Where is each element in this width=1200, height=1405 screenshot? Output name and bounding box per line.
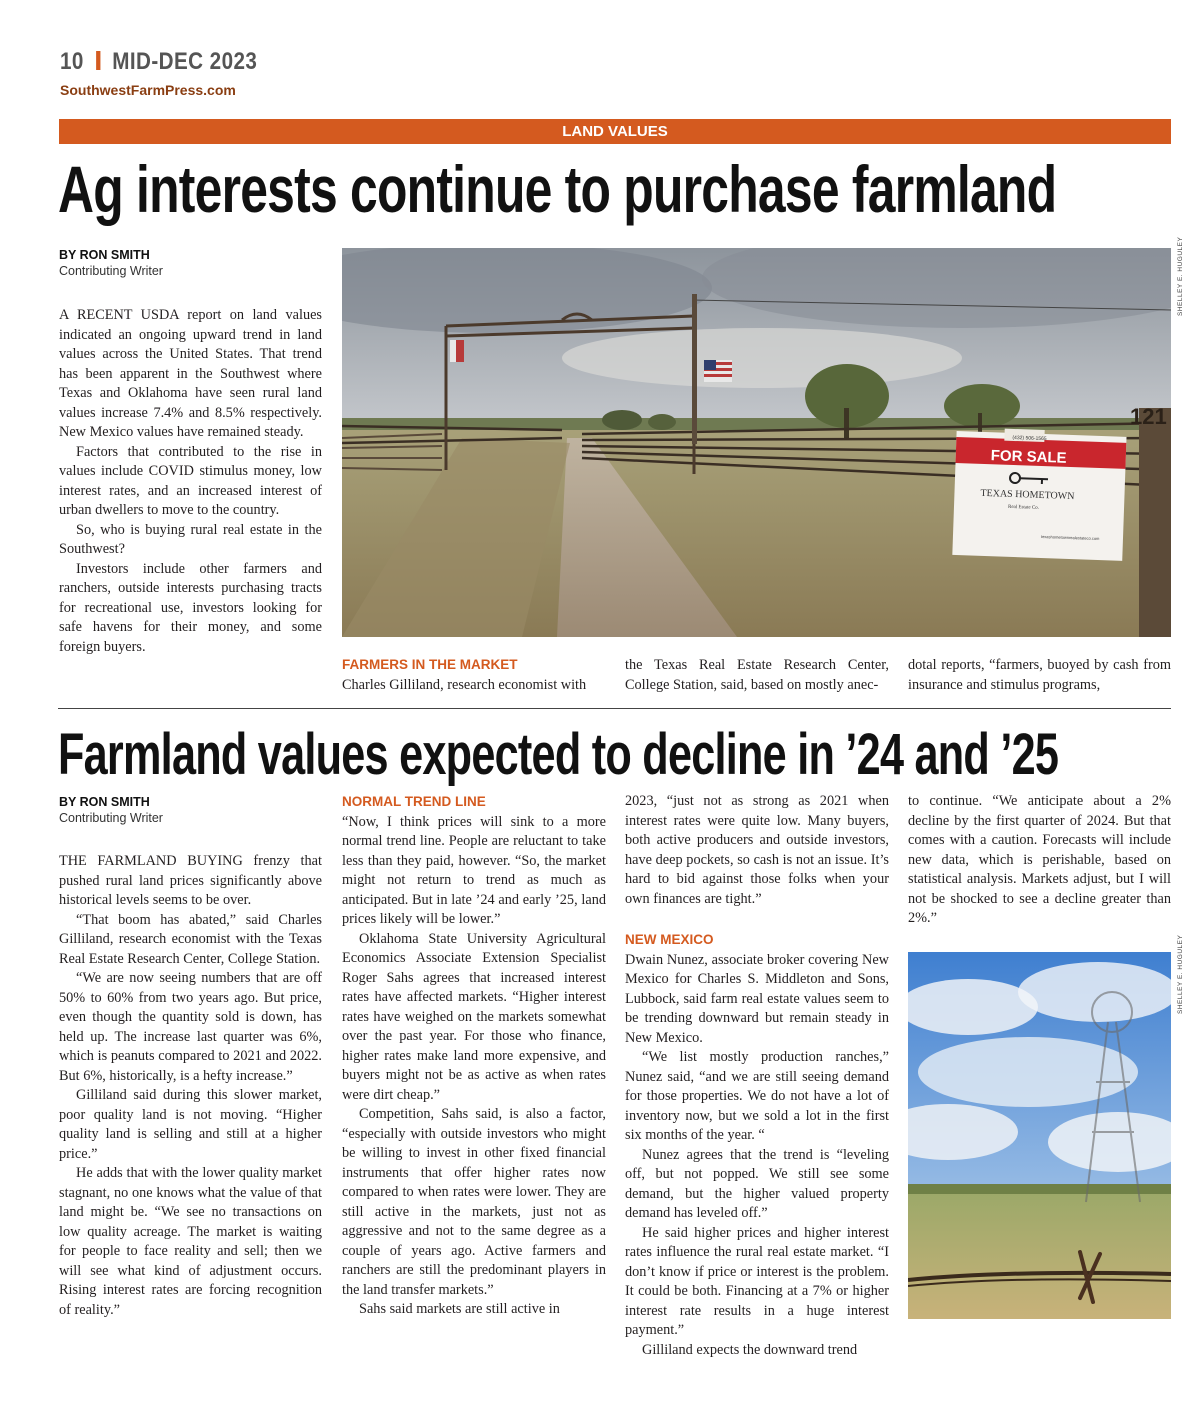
website-link[interactable]: SouthwestFarmPress.com bbox=[60, 82, 236, 98]
paragraph: the Texas Real Estate Research Center, College Station, said, based on mostly anec- bbox=[625, 657, 889, 693]
paragraph: A RECENT USDA report on land values indicated an ongoing upward trend in land values across the United States. That trend has been apparent in the Southwest where Texas and Oklahoma have seen rural land values increase 7.4% and 8.5% respectively. New Mexico values have remained steady. bbox=[59, 307, 322, 440]
paragraph: 2023, “just not as strong as 2021 when interest rates were quite low. Many buyers, both active producers and outside investors, have deep pockets, so cash is not an issue. It’s hard to bid against those folks when your own finances are tight.” bbox=[625, 793, 889, 907]
paragraph: THE FARMLAND BUYING frenzy that pushed rural land prices significantly above historical levels seems to be over. bbox=[59, 853, 322, 908]
paragraph: dotal reports, “farmers, buoyed by cash from insurance and stimulus programs, bbox=[908, 657, 1171, 693]
paragraph: So, who is buying rural real estate in the Southwest? bbox=[59, 521, 322, 557]
article2-col4 bbox=[908, 792, 1171, 929]
sign-company: TEXAS HOMETOWN bbox=[980, 487, 1075, 503]
paragraph: Dwain Nunez, associate broker covering New Mexico for Charles S. Middleton and Sons, Lubbock, said farm real estate values seem to be trending downward but remain steady in New Mexico. bbox=[625, 951, 889, 1046]
article1-col1 bbox=[59, 306, 322, 657]
page-folio bbox=[60, 48, 257, 76]
paragraph: to continue. “We anticipate about a 2% decline by the first quarter of 2024. But that comes with a caution. Forecasts will include new data, which is perishable, based on statistical analysis. Markets adjust, but I will not be shocked to see a decline greater than 2%.” bbox=[908, 793, 1171, 926]
article1-subhead: FARMERS IN THE MARKET bbox=[342, 657, 518, 672]
article1-col2 bbox=[342, 655, 606, 695]
sign-web: texashometownrealestateco.com bbox=[1040, 533, 1100, 542]
paragraph: “We list mostly production ranches,” Nunez said, “and we are still seeing demand for those properties. We do not have a lot of inventory now, but we sold a lot in the first six months of the year. “ bbox=[625, 1049, 889, 1143]
paragraph: “Now, I think prices will sink to a more normal trend line. People are reluctant to take less than they paid, however. “So, the market might not return to trend as much as anticipated. But in late ’24 and early ’25, land prices likely will be lower.” bbox=[342, 813, 606, 927]
page-number: 10 bbox=[60, 48, 84, 75]
paragraph: Charles Gilliland, research economist with bbox=[342, 676, 587, 693]
paragraph: He said higher prices and higher interest rates influence the rural real estate market. “I don’t know if price or interest is the problem. It could be both. Financing at a 7% or higher interest rate results in a huge interest payment.” bbox=[625, 1224, 889, 1338]
article-divider bbox=[58, 708, 1171, 709]
article2-role: Contributing Writer bbox=[59, 811, 163, 825]
article2-col3 bbox=[625, 792, 889, 1360]
paragraph: Investors include other farmers and ranchers, outside interests purchasing tracts for recreational use, investors looking for safe havens for their money, and some foreign buyers. bbox=[59, 560, 322, 655]
section-label: LAND VALUES bbox=[59, 119, 1171, 144]
article1-col4 bbox=[908, 656, 1171, 695]
paragraph: “We are now seeing numbers that are off 50% to 60% from two years ago. But price, even though the quantity sold is down, has held up. The increase last quarter was 6%, which is peanuts compared to 2021 and 2022. But 6%, historically, is a hefty increase.” bbox=[59, 970, 322, 1084]
sign-company-sub: Real Estate Co. bbox=[1007, 504, 1040, 511]
paragraph: Nunez agrees that the trend is “leveling off, but not popped. We still see some demand, but the higher valued property demand has leveled off.” bbox=[625, 1146, 889, 1221]
photo-credit: SHELLEY E. HUGULEY bbox=[1177, 236, 1184, 316]
paragraph: Gilliland said during this slower market, poor quality land is not moving. “Higher quality land is selling and still at a higher price.” bbox=[59, 1087, 322, 1162]
article2-byline-block bbox=[59, 795, 163, 825]
new-mexico-subhead: NEW MEXICO bbox=[625, 932, 714, 947]
article1-headline: Ag interests continue to purchase farmland bbox=[58, 152, 1057, 226]
sign-top-line: (432) 506-1565 bbox=[1012, 434, 1047, 443]
photo-credit: SHELLEY E. HUGULEY bbox=[1177, 934, 1184, 1014]
article2-col2 bbox=[342, 792, 606, 1320]
article1-col3 bbox=[625, 656, 889, 695]
paragraph: Sahs said markets are still active in bbox=[359, 1301, 560, 1317]
paragraph: Factors that contributed to the rise in values include COVID stimulus money, low interest rates, and an increased interest of urban dwellers to move to the country. bbox=[59, 443, 322, 518]
folio-divider bbox=[96, 51, 100, 70]
paragraph: He adds that with the lower quality market stagnant, no one knows what the value of that land might be. “We see no transactions on low quality acreage. The market is waiting for people to face reality and sell; then we will see what kind of adjustment occurs. Rising interest rates are forcing recognition of reality.” bbox=[59, 1165, 322, 1318]
article1-byline-block bbox=[59, 248, 163, 278]
paragraph: “That boom has abated,” said Charles Gilliland, research economist with the Texas Real Estate Research Center, College Station. bbox=[59, 911, 322, 967]
normal-trend-subhead: NORMAL TREND LINE bbox=[342, 794, 486, 809]
article2-headline: Farmland values expected to decline in ’24 and ’25 bbox=[58, 722, 1059, 787]
issue-date: MID-DEC 2023 bbox=[112, 48, 258, 75]
paragraph: Oklahoma State University Agricultural Economics Associate Extension Specialist Roger Sahs agrees that increased interest rates have affected markets. “Higher interest rates have weighed on the markets somewhat over the past year. For those who finance, higher rates make land more expensive, and buyers might not be as active as when rates were dirt cheap.” bbox=[342, 930, 606, 1103]
article2-col1 bbox=[59, 852, 322, 1320]
farm-gate-photo bbox=[342, 248, 1171, 637]
paragraph: Gilliland expects the downward trend bbox=[642, 1341, 858, 1358]
sign-number: 121 bbox=[1130, 404, 1167, 429]
article1-role: Contributing Writer bbox=[59, 264, 163, 278]
sign-headline: FOR SALE bbox=[990, 447, 1067, 467]
article2-byline: BY RON SMITH bbox=[59, 795, 150, 809]
paragraph: Competition, Sahs said, is also a factor, “especially with outside investors who might be willing to invest in other fixed financial instruments that offer higher rates now compared to when rates were lower. They are still active in the markets, just not as aggressive and not to the same degree as a couple of years ago. Active farmers and ranchers are still the predominant players in the land transfer markets.” bbox=[342, 1106, 606, 1298]
article1-byline: BY RON SMITH bbox=[59, 248, 150, 262]
windmill-photo bbox=[908, 952, 1171, 1319]
